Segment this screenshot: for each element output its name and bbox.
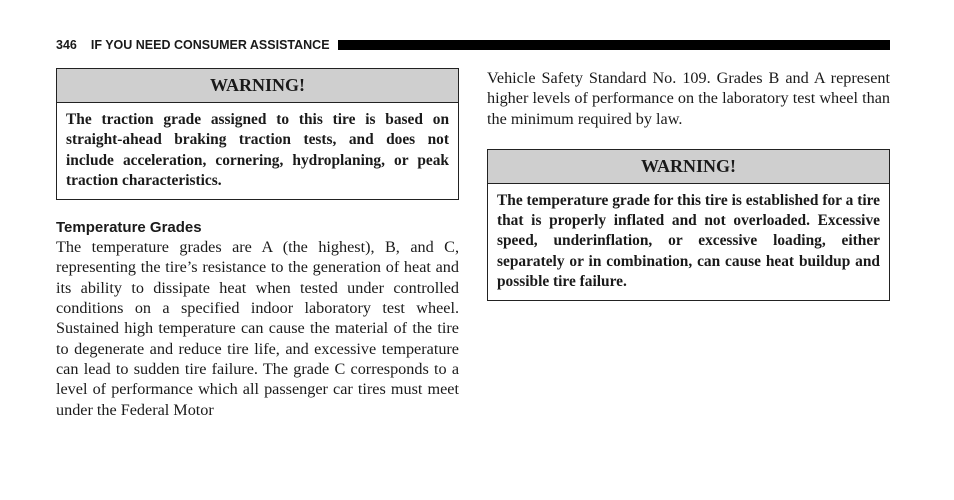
left-column	[56, 68, 459, 420]
warning-text: The traction grade assigned to this tire is based on straight-ahead braking traction tests, and does not include acceleration, cornering, hydroplaning, or peak traction characteristics.	[66, 111, 449, 189]
body-paragraph-continued: Vehicle Safety Standard No. 109. Grades B and A represent higher levels of performance on the laboratory test wheel than the minimum required by law.	[487, 69, 890, 128]
header-title: IF YOU NEED CONSUMER ASSISTANCE	[90, 38, 330, 52]
temperature-warning-box	[487, 149, 890, 301]
page-number: 346	[56, 38, 77, 52]
warning-heading: WARNING!	[57, 69, 458, 103]
warning-text: The temperature grade for this tire is established for a tire that is properly inflated and not overloaded. Excessive speed, underinflation, or excessive loading, either separately or in combination, can cause heat buildup and possible tire failure.	[497, 191, 880, 291]
section-title: Temperature Grades	[56, 219, 202, 237]
page-header	[56, 37, 890, 53]
traction-warning-box	[56, 68, 459, 200]
right-column	[487, 68, 890, 301]
header-rule	[338, 40, 890, 50]
warning-heading: WARNING!	[488, 150, 889, 184]
body-paragraph: The temperature grades are A (the highest), B, and C, representing the tire’s resistance to the generation of heat and its ability to dissipate heat when tested under controlled conditions on a specified indoor laboratory test wheel. Sustained high temperature can cause the material of the tire to degenerate and reduce tire life, and excessive temperature can lead to sudden tire failure. The grade C corresponds to a level of performance which all passenger car tires must meet under the Federal Motor	[56, 238, 459, 419]
